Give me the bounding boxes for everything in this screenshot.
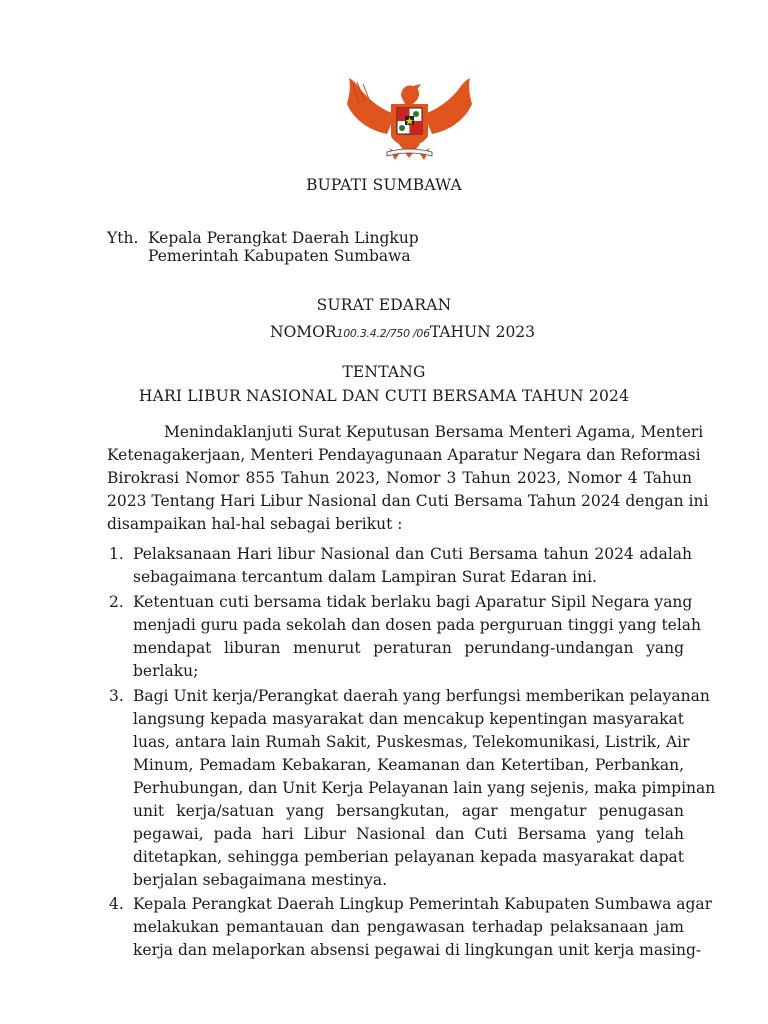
garuda-pancasila-emblem-icon [343, 74, 476, 164]
list-item-line: mendapat liburan menurut peraturan perundang-undangan yang [133, 639, 684, 657]
intro-line: 2023 Tentang Hari Libur Nasional dan Cuti Bersama Tahun 2024 dengan ini [107, 492, 709, 510]
document-type: SURAT EDARAN [316, 296, 452, 314]
list-item-line: Bagi Unit kerja/Perangkat daerah yang berfungsi memberikan pelayanan [133, 687, 710, 705]
intro-line: Ketenagakerjaan, Menteri Pendayagunaan Aparatur Negara dan Reformasi [107, 446, 701, 464]
number-suffix: TAHUN 2023 [429, 323, 536, 341]
subject-title: HARI LIBUR NASIONAL DAN CUTI BERSAMA TAHUN 2024 [138, 387, 630, 405]
list-item-line: melakukan pemantauan dan pengawasan terhadap pelaksanaan jam [133, 918, 684, 936]
list-item-number: 3. [109, 687, 124, 705]
number-handwritten: 100.3.4.2/750 /06 [336, 327, 430, 340]
list-item-line: ditetapkan, sehingga pemberian pelayanan kepada masyarakat dapat [133, 848, 684, 866]
intro-line: Menindaklanjuti Surat Keputusan Bersama Menteri Agama, Menteri [164, 423, 704, 441]
list-item-line: Kepala Perangkat Daerah Lingkup Pemerintah Kabupaten Sumbawa agar [133, 895, 713, 913]
document-number [270, 323, 535, 341]
addressee-prefix: Yth. [107, 229, 139, 247]
intro-line: disampaikan hal-hal sebagai berikut : [107, 515, 403, 533]
list-item-line: Pelaksanaan Hari libur Nasional dan Cuti Bersama tahun 2024 adalah [133, 545, 692, 563]
issuer-title: BUPATI SUMBAWA [306, 176, 462, 194]
number-prefix: NOMOR [270, 323, 337, 341]
list-item-line: luas, antara lain Rumah Sakit, Puskesmas, Telekomunikasi, Listrik, Air [133, 733, 690, 751]
list-item-line: berlaku; [133, 662, 199, 680]
list-item-line: Minum, Pemadam Kebakaran, Keamanan dan Ketertiban, Perbankan, [133, 756, 684, 774]
intro-line: Birokrasi Nomor 855 Tahun 2023, Nomor 3 Tahun 2023, Nomor 4 Tahun [107, 469, 692, 487]
list-item-line: Perhubungan, dan Unit Kerja Pelayanan lain yang sejenis, maka pimpinan [133, 779, 716, 797]
list-item-line: kerja dan melaporkan absensi pegawai di lingkungan unit kerja masing- [133, 941, 702, 959]
list-item-line: langsung kepada masyarakat dan mencakup kepentingan masyarakat [133, 710, 684, 728]
about-label: TENTANG [342, 363, 426, 381]
addressee-line-2: Pemerintah Kabupaten Sumbawa [148, 247, 411, 265]
addressee-line-1: Kepala Perangkat Daerah Lingkup [148, 229, 419, 247]
list-item-line: berjalan sebagaimana mestinya. [133, 871, 388, 889]
list-item-number: 1. [109, 545, 124, 563]
list-item-number: 2. [109, 593, 124, 611]
list-item-line: pegawai, pada hari Libur Nasional dan Cuti Bersama yang telah [133, 825, 684, 843]
list-item-line: sebagaimana tercantum dalam Lampiran Surat Edaran ini. [133, 568, 597, 586]
list-item-number: 4. [109, 895, 124, 913]
list-item-line: unit kerja/satuan yang bersangkutan, agar mengatur penugasan [133, 802, 684, 820]
list-item-line: menjadi guru pada sekolah dan dosen pada perguruan tinggi yang telah [133, 616, 702, 634]
list-item-line: Ketentuan cuti bersama tidak berlaku bagi Aparatur Sipil Negara yang [133, 593, 693, 611]
